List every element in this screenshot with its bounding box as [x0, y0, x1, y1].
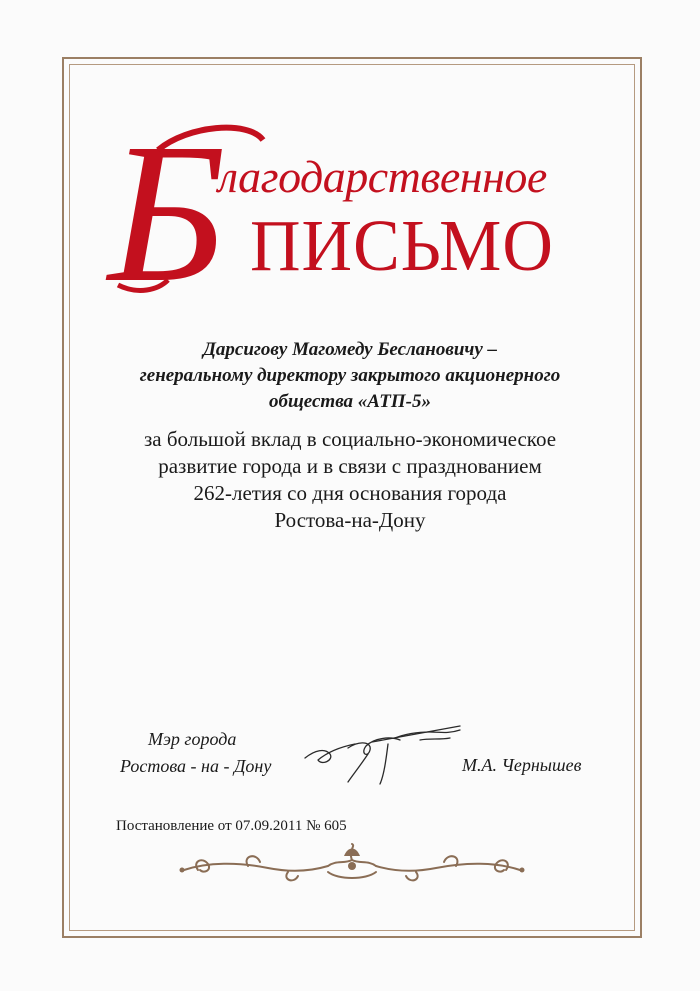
- reason-line: развитие города и в связи с празднованием: [158, 454, 542, 478]
- reason-line: Ростова-на-Дону: [274, 508, 426, 532]
- reason-block: [80, 426, 620, 534]
- signatory-title: [120, 726, 290, 780]
- resolution-reference: Постановление от 07.09.2011 № 605: [116, 818, 347, 834]
- recipient-position: генеральному директору закрытого акционерного: [139, 365, 561, 386]
- recipient-company: общества «АТП-5»: [269, 391, 431, 412]
- signatory-name: М.А. Чернышев: [462, 755, 582, 775]
- title-main-word: ПИСЬМО: [250, 206, 554, 287]
- title-initial-glyph: Б: [108, 110, 226, 300]
- decorative-ornament-icon: [178, 842, 526, 888]
- recipient-block: [80, 337, 620, 415]
- signatory-title-line1: Мэр города: [148, 729, 237, 749]
- recipient-name: Дарсигову Магомеду Беслановичу –: [202, 339, 498, 360]
- title-initial-letter: [98, 110, 268, 300]
- reason-line: 262-летия со дня основания города: [193, 481, 507, 505]
- reason-line: за большой вклад в социально-экономическое: [143, 427, 557, 451]
- title-script-line: лагодарственное: [218, 151, 547, 202]
- signatory-title-line2: Ростова - на - Дону: [120, 756, 272, 776]
- handwritten-signature: [300, 720, 465, 790]
